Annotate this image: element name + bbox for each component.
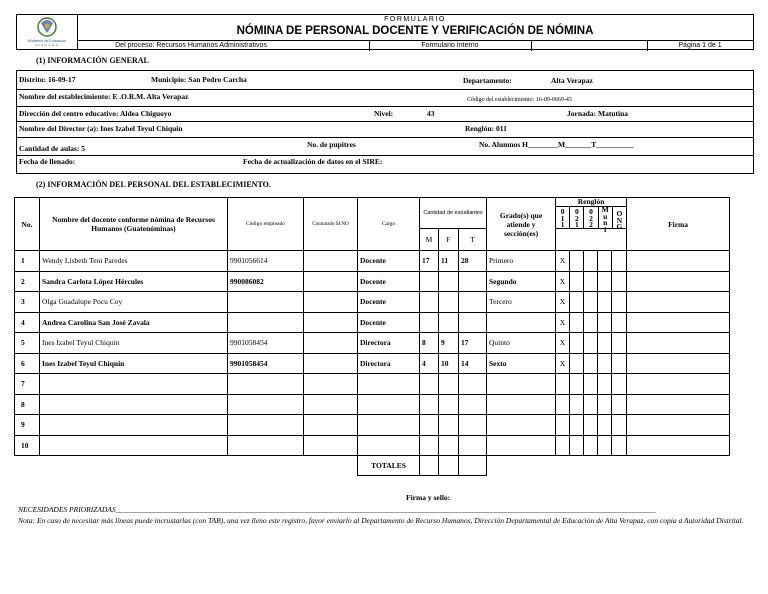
cargo-cell: Docente [358,271,420,292]
renglon-011-mark: X [556,251,570,272]
totales-row [15,456,730,476]
students-f [439,271,459,292]
teacher-name: Ines Izabel Teyul Chiquin [40,353,228,374]
row-number: 1 [15,251,40,272]
students-t [459,374,487,395]
alumnos: No. Alumnos H________M_______T__________ [479,140,634,149]
table-row [15,374,730,395]
departamento-label: Departamento: [463,76,512,85]
renglon-ong-cell [612,292,627,313]
cargo-cell: Directora [358,353,420,374]
renglon-021-cell [570,353,584,374]
renglon-011-mark [556,394,570,415]
renglon-021-cell [570,394,584,415]
col-cargo: Cargo [358,198,420,251]
ministry-logo [17,15,78,49]
table-row [15,353,730,374]
contratado-cell [304,271,358,292]
students-m: 8 [420,333,439,354]
page-number: Página 1 de 1 [678,42,722,49]
cargo-cell: Docente [358,251,420,272]
table-row [15,435,730,456]
renglon-ong-cell [612,333,627,354]
contratado-cell [304,251,358,272]
students-f [439,374,459,395]
renglon-011-mark: X [556,292,570,313]
renglon-ong-cell [612,415,627,436]
col-m: M [420,229,439,251]
departamento-value: Alta Verapaz [551,76,593,85]
col-renglon-022 [584,207,598,228]
grado-cell [487,394,556,415]
cargo-cell: Docente [358,312,420,333]
renglon-021-cell [570,312,584,333]
cargo-cell: Directora [358,333,420,354]
nota: Nota: En caso de necesitar más líneas puede incrustarlas (con TAB), una vez lleno este registro, favor enviarlo al Departamento de Recurso Humanos, Dirección Departamental de Educación de Alta Verapaz, con copia a Autoridad Distrital. [18,516,744,525]
employee-code [228,374,304,395]
firma-cell [627,333,730,354]
renglon-022-cell [584,312,598,333]
renglon-021-cell [570,435,584,456]
col-renglon-muni [599,205,613,234]
renglon-011-mark: X [556,333,570,354]
col-no: No. [15,198,40,251]
students-t [459,435,487,456]
cantidad-aulas: Cantidad de aulas: 5 [19,144,86,153]
totales-label: TOTALES [358,456,420,476]
renglon-022-cell [584,435,598,456]
row-number: 6 [15,353,40,374]
students-f [439,312,459,333]
teacher-name [40,435,228,456]
employee-code [228,292,304,313]
students-t: 14 [459,353,487,374]
firma-cell [627,374,730,395]
contratado-cell [304,374,358,395]
fecha-llenado: Fecha de llenado: [19,157,76,166]
col-codigo: Código empleado [228,198,304,251]
renglon-022-cell [584,394,598,415]
grado-cell [487,312,556,333]
contratado-cell [304,333,358,354]
students-m [420,312,439,333]
distrito: Distrito: 16-09-17 [19,75,76,84]
renglon-header-char: n [603,218,608,227]
renglon-021-cell [570,251,584,272]
logo-text: Ministerio de Educación [27,39,67,43]
contratado-cell [304,435,358,456]
table-row [15,333,730,354]
contratado-cell [304,312,358,333]
students-m [420,415,439,436]
renglon: Renglón: 011 [465,124,507,133]
renglon-muni-cell [598,292,612,313]
renglon-header-char: M [601,205,609,214]
table-row [15,394,730,415]
renglon-021-cell [570,292,584,313]
nivel-value: 43 [427,109,435,118]
renglon-021-cell [570,333,584,354]
students-f: 11 [439,251,459,272]
students-m: 17 [420,251,439,272]
codigo-establecimiento: Código del establecimiento: 16-09-0669-43 [467,97,572,103]
students-t [459,394,487,415]
table-row [15,312,730,333]
establecimiento: Nombre del establecimiento: E .O.R.M. Alta Verapaz [19,92,189,101]
students-f [439,415,459,436]
form-header [16,14,754,50]
grado-cell: Segundo [487,271,556,292]
renglon-022-cell [584,415,598,436]
renglon-021-cell [570,374,584,395]
renglon-022-cell [584,251,598,272]
row-number: 2 [15,271,40,292]
page-title: NÓMINA DE PERSONAL DOCENTE Y VERIFICACIÓN DE NÓMINA [236,25,594,37]
employee-code: 990086082 [228,271,304,292]
cargo-cell [358,374,420,395]
renglon-muni-cell [598,333,612,354]
teacher-name: Andrea Carolina San José Zavala [40,312,228,333]
students-m [420,271,439,292]
renglon-header-char: 1 [560,213,565,223]
students-t [459,292,487,313]
students-f [439,435,459,456]
renglon-022-cell [584,353,598,374]
renglon-header-char: 2 [589,220,593,229]
cargo-cell [358,435,420,456]
staff-table [14,197,730,476]
employee-code: 9901058454 [228,353,304,374]
row-number: 9 [15,415,40,436]
students-t: 17 [459,333,487,354]
cargo-cell: Docente [358,292,420,313]
row-number: 7 [15,374,40,395]
renglon-022-cell [584,333,598,354]
jornada: Jornada: Matutina [567,109,629,118]
renglon-011-mark: X [556,312,570,333]
renglon-011-mark: X [556,353,570,374]
fecha-sire: Fecha de actualización de datos en el SIRE: [243,157,383,166]
renglon-ong-cell [612,312,627,333]
renglon-header-char: 0 [589,207,593,216]
renglon-ong-cell [612,353,627,374]
col-f: F [439,229,459,251]
teacher-name: Ines Izabel Teyul Chiquin [40,333,228,354]
necesidades-priorizadas: NECESIDADES PRIORIZADAS________________________________________________________________________________________________________________________________________________ [18,505,656,514]
direccion: Dirección del centro educativo: Aldea Chiguoyo [19,109,172,118]
col-t: T [459,229,487,251]
grado-cell [487,415,556,436]
employee-code [228,312,304,333]
renglon-header-char: O [616,209,623,218]
renglon-ong-cell [612,271,627,292]
table-row [15,292,730,313]
col-firma: Firma [627,198,730,251]
process-label: Del proceso: Recursos Humanos Administrativos [115,42,267,49]
row-number: 3 [15,292,40,313]
firma-cell [627,353,730,374]
renglon-ong-cell [612,394,627,415]
col-renglon: Renglón [556,198,626,207]
students-m: 4 [420,353,439,374]
renglon-header-char: N [616,215,623,225]
students-t [459,271,487,292]
renglon-muni-cell [598,271,612,292]
director: Nombre del Director (a): Ines Izabel Teyul Chiquin [19,124,183,133]
renglon-header-char: i [604,224,607,234]
renglon-subheaders [556,205,626,234]
row-number: 8 [15,394,40,415]
row-number: 5 [15,333,40,354]
renglon-ong-cell [612,435,627,456]
contratado-cell [304,415,358,436]
students-m [420,374,439,395]
renglon-header-char: 0 [574,207,579,216]
cargo-cell [358,394,420,415]
renglon-muni-cell [598,394,612,415]
cargo-cell [358,415,420,436]
renglon-header-char: u [603,211,608,221]
employee-code [228,435,304,456]
col-nombre: Nombre del docente conforme nómina de Recursos Humanos (Guatenóminas) [40,198,228,251]
row-number: 4 [15,312,40,333]
renglon-header-char: G [616,222,623,231]
section1-heading: (1) INFORMACIÓN GENERAL [36,56,149,65]
renglon-header-char: 0 [560,207,565,216]
renglon-muni-cell [598,312,612,333]
total-m [420,456,439,476]
renglon-022-cell [584,374,598,395]
col-grados: Grado(s) que atiende y sección(es) [487,198,556,251]
renglon-muni-cell [598,353,612,374]
grado-cell: Sexto [487,353,556,374]
firma-cell [627,312,730,333]
section2-heading: (2) INFORMACIÓN DEL PERSONAL DEL ESTABLECIMIENTO. [36,180,271,189]
renglon-header-char: 2 [574,213,579,223]
renglon-muni-cell [598,374,612,395]
renglon-header-char: 2 [589,213,593,223]
row-number: 10 [15,435,40,456]
firma-cell [627,415,730,436]
renglon-022-cell [584,271,598,292]
renglon-011-mark [556,435,570,456]
renglon-muni-cell [598,435,612,456]
firma-cell [627,271,730,292]
students-f: 9 [439,333,459,354]
pupitres: No. de pupitres [307,140,356,149]
nivel-label: Nivel: [374,109,394,118]
students-t: 28 [459,251,487,272]
employee-code: 9901056614 [228,251,304,272]
students-m [420,292,439,313]
students-m [420,394,439,415]
renglon-muni-cell [598,415,612,436]
firma-cell [627,251,730,272]
logo-subtext: Guatemala [35,43,59,47]
students-m [420,435,439,456]
students-f: 10 [439,353,459,374]
renglon-ong-cell [612,374,627,395]
staff-rows [15,251,730,456]
contratado-cell [304,394,358,415]
renglon-011-mark [556,374,570,395]
renglon-header-char: 1 [574,220,579,229]
col-contratado: Contratado SI/NO [304,198,358,251]
students-f [439,292,459,313]
teacher-name: Wendy Lisbeth Teni Paredes [40,251,228,272]
teacher-name [40,394,228,415]
contratado-cell [304,353,358,374]
employee-code [228,415,304,436]
form-kicker: FORMULARIO [384,16,446,23]
total-f [439,456,459,476]
col-renglon-ong [613,207,626,231]
employee-code: 9901058454 [228,333,304,354]
header-info-row [77,40,753,51]
col-renglon-group [556,197,627,234]
teacher-name: Olga Guadalupe Pocu Coy [40,292,228,313]
renglon-011-mark: X [556,271,570,292]
col-renglon-021 [570,207,584,228]
firma-cell [627,435,730,456]
teacher-name [40,415,228,436]
col-cantidad: Cantidad de estudiantes [420,198,487,229]
table-row [15,271,730,292]
contratado-cell [304,292,358,313]
col-renglon-011 [556,207,570,228]
renglon-ong-cell [612,251,627,272]
teacher-name: Sandra Carlota López Hércules [40,271,228,292]
students-t [459,415,487,436]
employee-code [228,394,304,415]
table-row [15,415,730,436]
total-t [459,456,487,476]
renglon-header-char: 1 [560,220,565,229]
students-t [459,312,487,333]
table-row [15,251,730,272]
grado-cell: Primero [487,251,556,272]
renglon-011-mark [556,415,570,436]
grado-cell: Quinto [487,333,556,354]
renglon-021-cell [570,271,584,292]
students-f [439,394,459,415]
firma-sello: Firma y sello: [406,493,451,502]
renglon-021-cell [570,415,584,436]
form-type: Formulario Interno [421,42,479,49]
renglon-muni-cell [598,251,612,272]
renglon-022-cell [584,292,598,313]
municipio: Municipio: San Pedro Carcha [151,75,247,84]
teacher-name [40,374,228,395]
general-info-box [16,70,754,174]
grado-cell: Tercero [487,292,556,313]
firma-cell [627,292,730,313]
firma-cell [627,394,730,415]
grado-cell [487,374,556,395]
grado-cell [487,435,556,456]
